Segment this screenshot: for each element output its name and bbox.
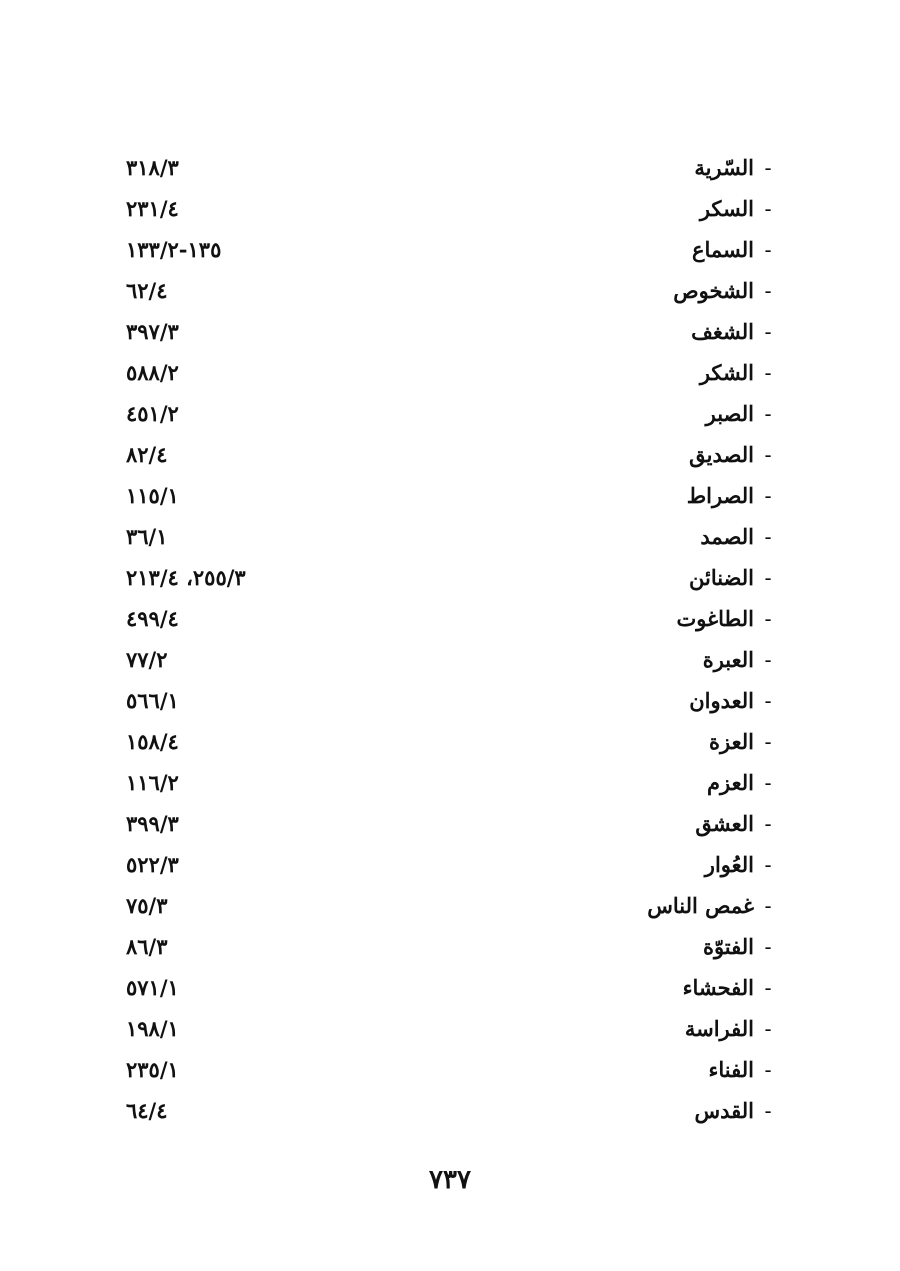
index-term-text: الشخوص — [673, 278, 754, 303]
index-entry-row — [0, 312, 900, 353]
index-term-text: الضنائن — [688, 565, 754, 590]
index-term — [687, 478, 782, 514]
index-entry-row — [0, 927, 900, 968]
index-term-text: الشغف — [691, 319, 754, 344]
index-term — [707, 765, 782, 801]
entry-dash: - — [764, 730, 772, 754]
entry-dash: - — [764, 812, 772, 836]
index-term-text: السماع — [691, 237, 754, 262]
page-reference: ٨٢/٤ — [126, 442, 168, 467]
index-term-text: الشكر — [699, 360, 754, 385]
entry-dash: - — [764, 1058, 772, 1082]
page-reference: ٣٩٩/٣ — [126, 811, 179, 836]
page-reference: ٤٥١/٢ — [126, 401, 179, 426]
entry-dash: - — [764, 566, 772, 590]
entry-dash: - — [764, 525, 772, 549]
entry-dash: - — [764, 361, 772, 385]
index-term-text: القدس — [694, 1098, 754, 1123]
entry-dash: - — [764, 238, 772, 262]
index-term — [692, 232, 782, 268]
page-reference: ٣٦/١ — [126, 524, 168, 549]
index-term-text: العشق — [695, 811, 754, 836]
entry-dash: - — [764, 607, 772, 631]
page-number: ٧٣٧ — [429, 1165, 471, 1195]
entry-dash: - — [764, 853, 772, 877]
page-reference: ٥٦٦/١ — [126, 688, 179, 713]
page-reference: ١٩٨/١ — [126, 1016, 179, 1041]
entry-dash: - — [764, 197, 772, 221]
index-term-text: العُوار — [704, 852, 754, 877]
page-reference: ٢٣٥/١ — [126, 1057, 179, 1082]
index-entry-row — [0, 271, 900, 312]
page-reference: ٢٣١/٤ — [126, 196, 179, 221]
index-term-text: السّرية — [694, 155, 754, 180]
index-term — [706, 396, 782, 432]
index-term-text: الفحشاء — [682, 975, 754, 1000]
index-term — [647, 888, 782, 924]
index-entry-row — [0, 804, 900, 845]
index-term — [709, 724, 782, 760]
index-term — [703, 642, 782, 678]
page-reference: ٣١٨/٣ — [126, 155, 179, 180]
index-term — [700, 519, 782, 555]
index-term-text: الفتوّة — [702, 934, 754, 959]
index-term — [689, 560, 782, 596]
index-term — [689, 437, 782, 473]
index-entry-row — [0, 558, 900, 599]
index-term — [673, 273, 782, 309]
index-entry-row — [0, 763, 900, 804]
page-reference: ٢٥٥/٣، ٢١٣/٤ — [126, 565, 246, 590]
index-term-text: العزة — [709, 729, 754, 754]
index-term — [683, 970, 782, 1006]
index-list — [0, 148, 900, 1132]
entry-dash: - — [764, 1017, 772, 1041]
index-term-text: الصراط — [686, 483, 754, 508]
index-entry-row — [0, 148, 900, 189]
index-term-text: السكر — [699, 196, 754, 221]
index-term — [691, 314, 782, 350]
index-entry-row — [0, 476, 900, 517]
index-entry-row — [0, 886, 900, 927]
index-entry-row — [0, 1091, 900, 1132]
page-reference: ٨٦/٣ — [126, 934, 168, 959]
index-term — [705, 847, 782, 883]
entry-dash: - — [764, 484, 772, 508]
entry-dash: - — [764, 156, 772, 180]
page-reference: ١٣٥-١٣٣/٢ — [126, 237, 222, 262]
entry-dash: - — [764, 689, 772, 713]
entry-dash: - — [764, 1099, 772, 1123]
page-reference: ٤٩٩/٤ — [126, 606, 179, 631]
page-reference: ٧٧/٢ — [126, 647, 168, 672]
entry-dash: - — [764, 648, 772, 672]
page-reference: ١١٦/٢ — [126, 770, 179, 795]
index-entry-row — [0, 845, 900, 886]
index-entry-row — [0, 189, 900, 230]
index-term-text: العدوان — [689, 688, 754, 713]
index-term — [700, 355, 782, 391]
index-term — [709, 1052, 782, 1088]
index-entry-row — [0, 1009, 900, 1050]
page-reference: ٦٤/٤ — [126, 1098, 168, 1123]
index-term-text: غمص الناس — [647, 893, 754, 918]
entry-dash: - — [764, 320, 772, 344]
index-entry-row — [0, 599, 900, 640]
index-term — [689, 683, 782, 719]
index-entry-row — [0, 353, 900, 394]
index-term-text: الصديق — [689, 442, 754, 467]
index-entry-row — [0, 394, 900, 435]
index-term — [695, 806, 782, 842]
entry-dash: - — [764, 402, 772, 426]
index-term-text: الطاغوت — [676, 606, 754, 631]
entry-dash: - — [764, 935, 772, 959]
index-term-text: الصمد — [700, 524, 754, 549]
index-entry-row — [0, 722, 900, 763]
index-entry-row — [0, 230, 900, 271]
index-term-text: العبرة — [702, 647, 754, 672]
page-reference: ٣٩٧/٣ — [126, 319, 179, 344]
index-term — [700, 191, 782, 227]
index-term — [694, 150, 782, 186]
entry-dash: - — [764, 976, 772, 1000]
page-reference: ١٥٨/٤ — [126, 729, 179, 754]
index-term-text: الفراسة — [684, 1016, 754, 1041]
entry-dash: - — [764, 279, 772, 303]
index-term — [703, 929, 782, 965]
index-entry-row — [0, 640, 900, 681]
index-term-text: العزم — [707, 770, 754, 795]
index-term — [677, 601, 782, 637]
entry-dash: - — [764, 443, 772, 467]
index-entry-row — [0, 968, 900, 1009]
page-reference: ٥٨٨/٢ — [126, 360, 179, 385]
index-entry-row — [0, 435, 900, 476]
page-reference: ٥٢٢/٣ — [126, 852, 179, 877]
page-reference: ١١٥/١ — [126, 483, 179, 508]
index-term — [685, 1011, 782, 1047]
index-term-text: الصبر — [705, 401, 754, 426]
index-term-text: الفناء — [708, 1057, 754, 1082]
page-reference: ٦٢/٤ — [126, 278, 168, 303]
entry-dash: - — [764, 771, 772, 795]
page-reference: ٥٧١/١ — [126, 975, 179, 1000]
entry-dash: - — [764, 894, 772, 918]
index-term — [694, 1093, 782, 1129]
index-entry-row — [0, 1050, 900, 1091]
index-entry-row — [0, 517, 900, 558]
index-entry-row — [0, 681, 900, 722]
page-reference: ٧٥/٣ — [126, 893, 168, 918]
